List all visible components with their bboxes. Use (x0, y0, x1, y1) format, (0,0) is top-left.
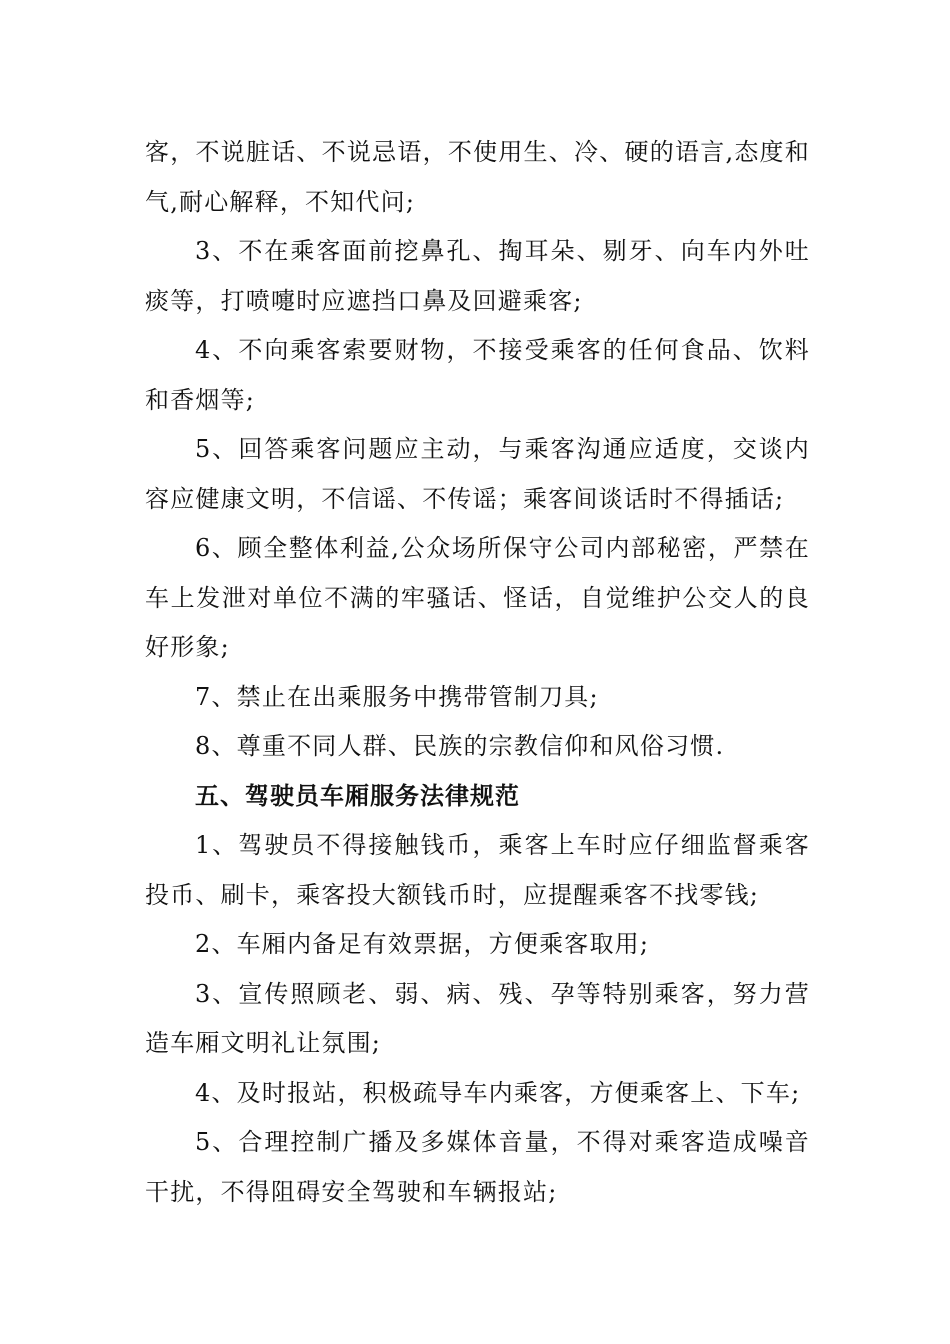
section-item-4: 4、及时报站，积极疏导车内乘客，方便乘客上、下车; (195, 1078, 801, 1107)
paragraph-item-7: 7、禁止在出乘服务中携带管制刀具; (195, 682, 599, 711)
section-item-1: 1、驾驶员不得接触钱币，乘客上车时应仔细监督乘客投币、刷卡，乘客投大额钱币时，应提醒乘客不找零钱; (145, 831, 810, 909)
paragraph-item-3: 3、不在乘客面前挖鼻孔、掏耳朵、剔牙、向车内外吐痰等，打喷嚏时应遮挡口鼻及回避乘客; (145, 237, 810, 315)
paragraph-continuation: 客，不说脏话、不说忌语，不使用生、冷、硬的语言,态度和气,耐心解释，不知代问; (145, 138, 810, 216)
paragraph-item-4: 4、不向乘客索要财物，不接受乘客的任何食品、饮料和香烟等; (145, 336, 810, 414)
paragraph-item-5: 5、回答乘客问题应主动，与乘客沟通应适度，交谈内容应健康文明，不信谣、不传谣；乘客间谈话时不得插话; (145, 435, 810, 513)
section-item-2: 2、车厢内备足有效票据，方便乘客取用; (195, 930, 650, 958)
document-page (145, 128, 810, 1217)
paragraph-item-6: 6、顾全整体利益,公众场所保守公司内部秘密，严禁在车上发泄对单位不满的牢骚话、怪话，自觉维护公交人的良好形象; (145, 534, 810, 661)
section-heading: 五、驾驶员车厢服务法律规范 (195, 781, 520, 810)
paragraph-item-8: 8、尊重不同人群、民族的宗教信仰和风俗习惯. (195, 732, 725, 760)
section-item-5: 5、合理控制广播及多媒体音量，不得对乘客造成噪音干扰，不得阻碍安全驾驶和车辆报站; (145, 1128, 810, 1206)
section-item-3: 3、宣传照顾老、弱、病、残、孕等特别乘客，努力营造车厢文明礼让氛围; (145, 979, 810, 1057)
